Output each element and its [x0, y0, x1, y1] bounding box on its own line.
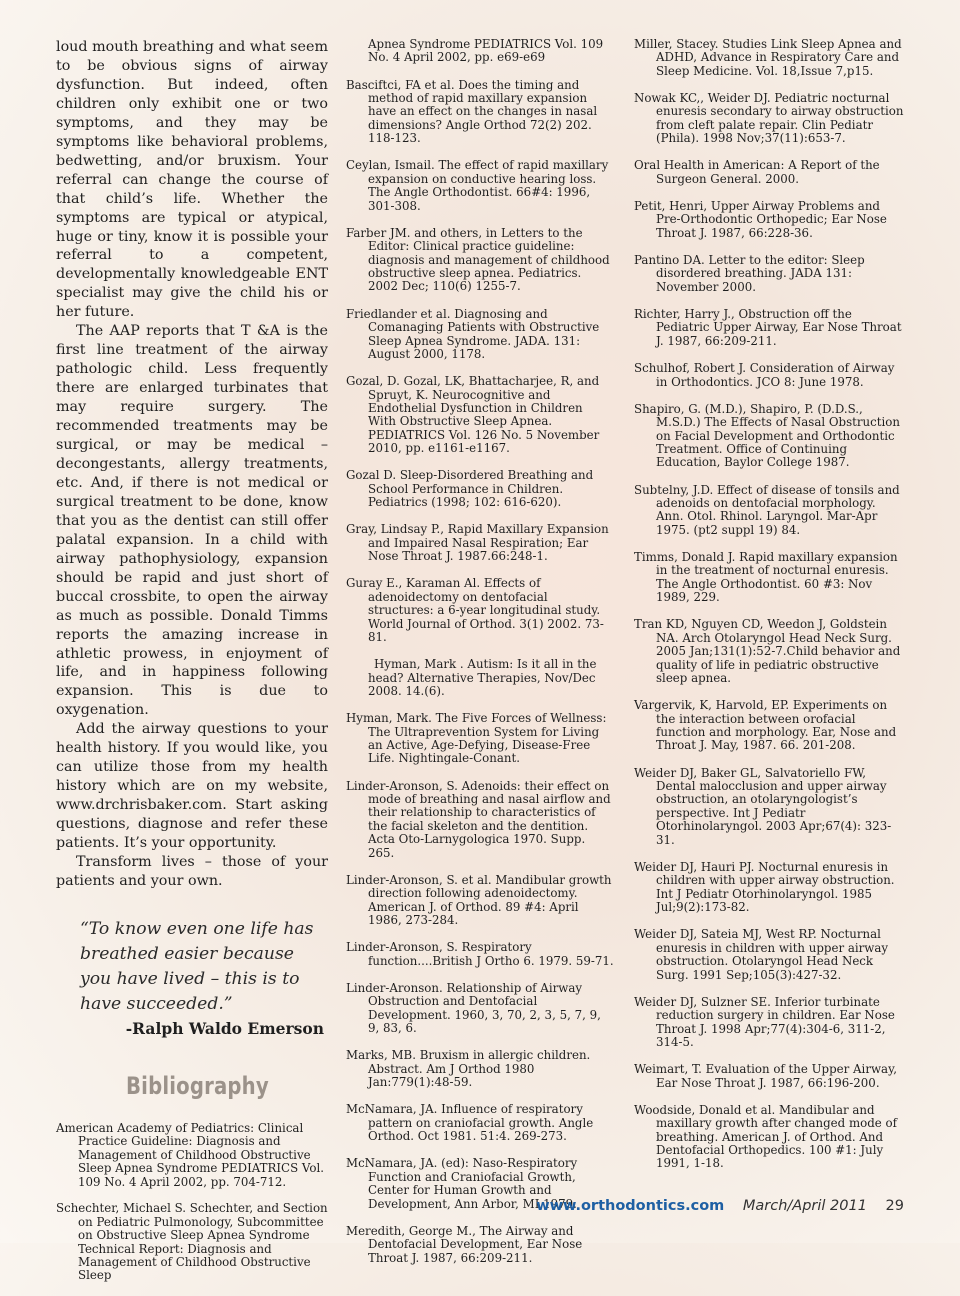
- bibliography-entry: Linder-Aronson. Relationship of Airway Obstruction and Dentofacial Development. 1960, 3, 70, 2, 3, 5, 7, 9, 9, 83, 6.: [346, 980, 601, 1036]
- page-footer: [536, 1198, 904, 1214]
- bibliography-entry: McNamara, JA. Influence of respiratory pattern on craniofacial growth. Angle Orthod. Oct 1981. 51:4. 269-273.: [346, 1102, 594, 1144]
- bibliography-entry: Shapiro, G. (M.D.), Shapiro, P. (D.D.S., M.S.D.) The Effects of Nasal Obstruction on Facial Development and Orthodontic Treatment. Office of Continuing Education, Baylor College 1987.: [634, 401, 900, 470]
- bibliography-entry: Hyman, Mark. The Five Forces of Wellness: The Ultraprevention System for Living an Active, Age-Defying, Disease-Free Life. Nightingale-Conant.: [346, 711, 607, 766]
- quote-text: “To know even one life has breathed easier because you have lived – this is to have succeeded.”: [80, 918, 314, 1014]
- bibliography-entry: Schechter, Michael S. Schechter, and Section on Pediatric Pulmonology, Subcommittee on Obstructive Sleep Apnea Syndrome Technical Report: Diagnosis and Management of Childhood Obstructive Sleep: [56, 1201, 328, 1283]
- bibliography-column-2: [346, 38, 614, 1279]
- bibliography-entry: Friedlander et al. Diagnosing and Comanaging Patients with Obstructive Sleep Apnea Syndrome. JADA. 131: August 2000, 1178.: [346, 306, 600, 361]
- bibliography-entry: Nowak KC,, Weider DJ. Pediatric nocturnal enuresis secondary to airway obstruction from cleft palate repair. Clin Pediatr (Phila). 1998 Nov;37(11):653-7.: [634, 91, 904, 146]
- bibliography-heading: Bibliography: [126, 1071, 269, 1100]
- bibliography-entry: Woodside, Donald et al. Mandibular and maxillary growth after changed mode of breathing. American J. of Orthod. And Dentofacial Orthopedics. 100 #1: July 1991, 1-18.: [634, 1102, 897, 1171]
- bibliography-entry: Weider DJ, Hauri PJ. Nocturnal enuresis in children with upper airway obstruction. Int J Pediatr Otorhinolaryngol. 1985 Jul;9(2):173-82.: [634, 859, 895, 915]
- footer-issue: March/April 2011: [742, 1198, 867, 1214]
- bibliography-entry: Linder-Aronson, S. Respiratory function....British J Ortho 6. 1979. 59-71.: [346, 940, 614, 968]
- bibliography-entry: Marks, MB. Bruxism in allergic children. Abstract. Am J Orthod 1980 Jan:779(1):48-59.: [346, 1048, 591, 1090]
- bibliography-entry: Miller, Stacey. Studies Link Sleep Apnea and ADHD, Advance in Respiratory Care and Sleep Medicine. Vol. 18,Issue 7,p15.: [634, 37, 902, 78]
- page-number: 29: [885, 1198, 904, 1214]
- bibliography-entry: Farber JM. and others, in Letters to the Editor: Clinical practice guideline: diagnosis and management of childhood obstructive sleep apnea. Pediatrics. 2002 Dec; 110(6) 1255-7.: [346, 225, 610, 294]
- bibliography-entry: Timms, Donald J. Rapid maxillary expansion in the treatment of nocturnal enuresis. The Angle Orthodontist. 60 #3: Nov 1989, 229.: [634, 549, 898, 605]
- bibliography-entry: Schulhof, Robert J. Consideration of Airway in Orthodontics. JCO 8: June 1978.: [634, 361, 895, 389]
- bibliography-entry: Linder-Aronson, S. Adenoids: their effect on mode of breathing and nasal airflow and their relationship to characteristics of the facial skeleton and the dentition. Acta Oto-Larnygologica 1970. Supp. 265.: [346, 778, 611, 860]
- bibliography-list-1: [56, 1122, 328, 1283]
- bibliography-entry: Apnea Syndrome PEDIATRICS Vol. 109 No. 4 April 2002, pp. e69-e69: [368, 37, 604, 65]
- article-body: [56, 38, 328, 891]
- bibliography-entry: Vargervik, K, Harvold, EP. Experiments on the interaction between orofacial function and morphology. Ear, Nose and Throat J. May, 1987. 66. 201-208.: [634, 698, 897, 753]
- bibliography-entry: Weider DJ, Sateia MJ, West RP. Nocturnal enuresis in children with upper airway obstruction. Otolaryngol Head Neck Surg. 1991 Sep;105(3):427-32.: [634, 927, 889, 982]
- bibliography-entry: Guray E., Karaman Al. Effects of adenoidectomy on dentofacial structures: a 6-year longitudinal study. World Journal of Orthod. 3(1) 2002. 73-81.: [346, 576, 604, 644]
- footer-url[interactable]: www.orthodontics.com: [536, 1198, 725, 1214]
- bibliography-entry: Subtelny, J.D. Effect of disease of tonsils and adenoids on dentofacial morphology. Ann. Otol. Rhinol. Laryngol. Mar-Apr 1975. (pt2 suppl 19) 84.: [634, 482, 900, 537]
- bibliography-entry: Hyman, Mark . Autism: Is it all in the head? Alternative Therapies, Nov/Dec 2008. 14.(6).: [368, 657, 597, 699]
- bibliography-entry: American Academy of Pediatrics: Clinical Practice Guideline: Diagnosis and Management of Childhood Obstructive Sleep Apnea Syndrome PEDIATRICS Vol. 109 No. 4 April 2002, pp. 704-712.: [56, 1120, 324, 1189]
- bibliography-entry: Pantino DA. Letter to the editor: Sleep disordered breathing. JADA 131: November 2000.: [634, 253, 865, 294]
- bibliography-entry: Oral Health in American: A Report of the Surgeon General. 2000.: [634, 158, 880, 186]
- bibliography-entry: Weider DJ, Sulzner SE. Inferior turbinate reduction surgery in children. Ear Nose Throat J. 1998 Apr;77(4):304-6, 311-2, 314-5.: [634, 994, 895, 1049]
- bibliography-entry: Weider DJ, Baker GL, Salvatoriello FW, Dental malocclusion and upper airway obstruction, an otolaryngologist’s perspective. Int J Pediatr Otorhinolaryngol. 2003 Apr;67(4): 323-31.: [634, 765, 892, 847]
- bibliography-entry: Basciftci, FA et al. Does the timing and method of rapid maxillary expansion have an effect on the changes in nasal dimensions? Angle Orthod 72(2) 202. 118-123.: [346, 77, 598, 146]
- body-paragraph: The AAP reports that T &A is the first line treatment of the airway pathologic child. Less frequently there are enlarged turbinates that may require surgery. The recommended treatments may be surgical, or may be medical – decongestants, allergy treatments, etc. And, if there is not medical or surgical treatment to be done, know that you as the dentist can still offer palatal expansion. In a child with airway pathophysiology, expansion should be rapid and just short of buccal crossbite, to open the airway as much as possible. Donald Timms reports the amazing increase in athletic prowess, in enjoyment of life, and in happiness following expansion. This is due to oxygenation.: [56, 323, 328, 719]
- bibliography-entry: Gray, Lindsay P., Rapid Maxillary Expansion and Impaired Nasal Respiration; Ear Nose Throat J. 1987.66:248-1.: [346, 522, 609, 564]
- bibliography-entry: Tran KD, Nguyen CD, Weedon J, Goldstein NA. Arch Otolaryngol Head Neck Surg. 2005 Jan;131(1):52-7.Child behavior and quality of life in pediatric obstructive sleep apnea.: [634, 617, 901, 685]
- bibliography-entry: Linder-Aronson, S. et al. Mandibular growth direction following adenoidectomy. American J. of Orthod. 89 #4: April 1986, 273-284.: [346, 872, 612, 928]
- body-paragraph: Add the airway questions to your health history. If you would like, you can utilize those from my health history which are on my website, www.drchrisbaker.com. Start asking questions, diagnose and refer these patients. It’s your opportunity.: [56, 721, 328, 852]
- bibliography-entry: Meredith, George M., The Airway and Dentofacial Development, Ear Nose Throat J. 1987, 66:209-211.: [346, 1223, 583, 1265]
- bibliography-entry: Weimart, T. Evaluation of the Upper Airway, Ear Nose Throat J. 1987, 66:196-200.: [634, 1062, 897, 1090]
- bibliography-entry: Petit, Henri, Upper Airway Problems and Pre-Orthodontic Orthopedic; Ear Nose Throat J. 1987, 66:228-36.: [634, 199, 887, 240]
- body-paragraph: Transform lives – those of your patients and your own.: [56, 853, 328, 889]
- bibliography-entry: McNamara, JA. (ed): Naso-Respiratory Function and Craniofacial Growth, Center for Human Growth and Development, Ann Arbor, MI 1979.: [346, 1156, 578, 1211]
- bibliography-entry: Gozal, D. Gozal, LK, Bhattacharjee, R, and Spruyt, K. Neurocognitive and Endothelial Dysfunction in Children With Obstructive Sleep Apnea. PEDIATRICS Vol. 126 No. 5 November 2010, pp. e1161-e1167.: [346, 374, 600, 456]
- quote-author: -Ralph Waldo Emerson: [125, 1018, 324, 1038]
- bibliography-entry: Richter, Harry J., Obstruction off the Pediatric Upper Airway, Ear Nose Throat J. 1987, 66:209-211.: [634, 307, 902, 348]
- bibliography-column-3: [634, 38, 906, 1185]
- article-column-1: [56, 38, 328, 1296]
- bibliography-entry: Ceylan, Ismail. The effect of rapid maxillary expansion on conductive hearing loss. The Angle Orthodontist. 66#4: 1996, 301-308.: [346, 158, 609, 213]
- body-paragraph: loud mouth breathing and what seem to be obvious signs of airway dysfunction. But indeed, often children only exhibit one or two symptoms, and they may be symptoms like behavioral problems, bedwetting, and/or bruxism. Your referral can change the course of that child’s life. Whether the symptoms are typical or atypical, huge or tiny, know it is possible your referral to a competent, developmentally knowledgeable ENT specialist may give the child his or her future.: [56, 39, 328, 321]
- bibliography-entry: Gozal D. Sleep-Disordered Breathing and School Performance in Children. Pediatrics (1998; 102: 616-620).: [346, 468, 594, 510]
- pull-quote: [56, 917, 328, 1017]
